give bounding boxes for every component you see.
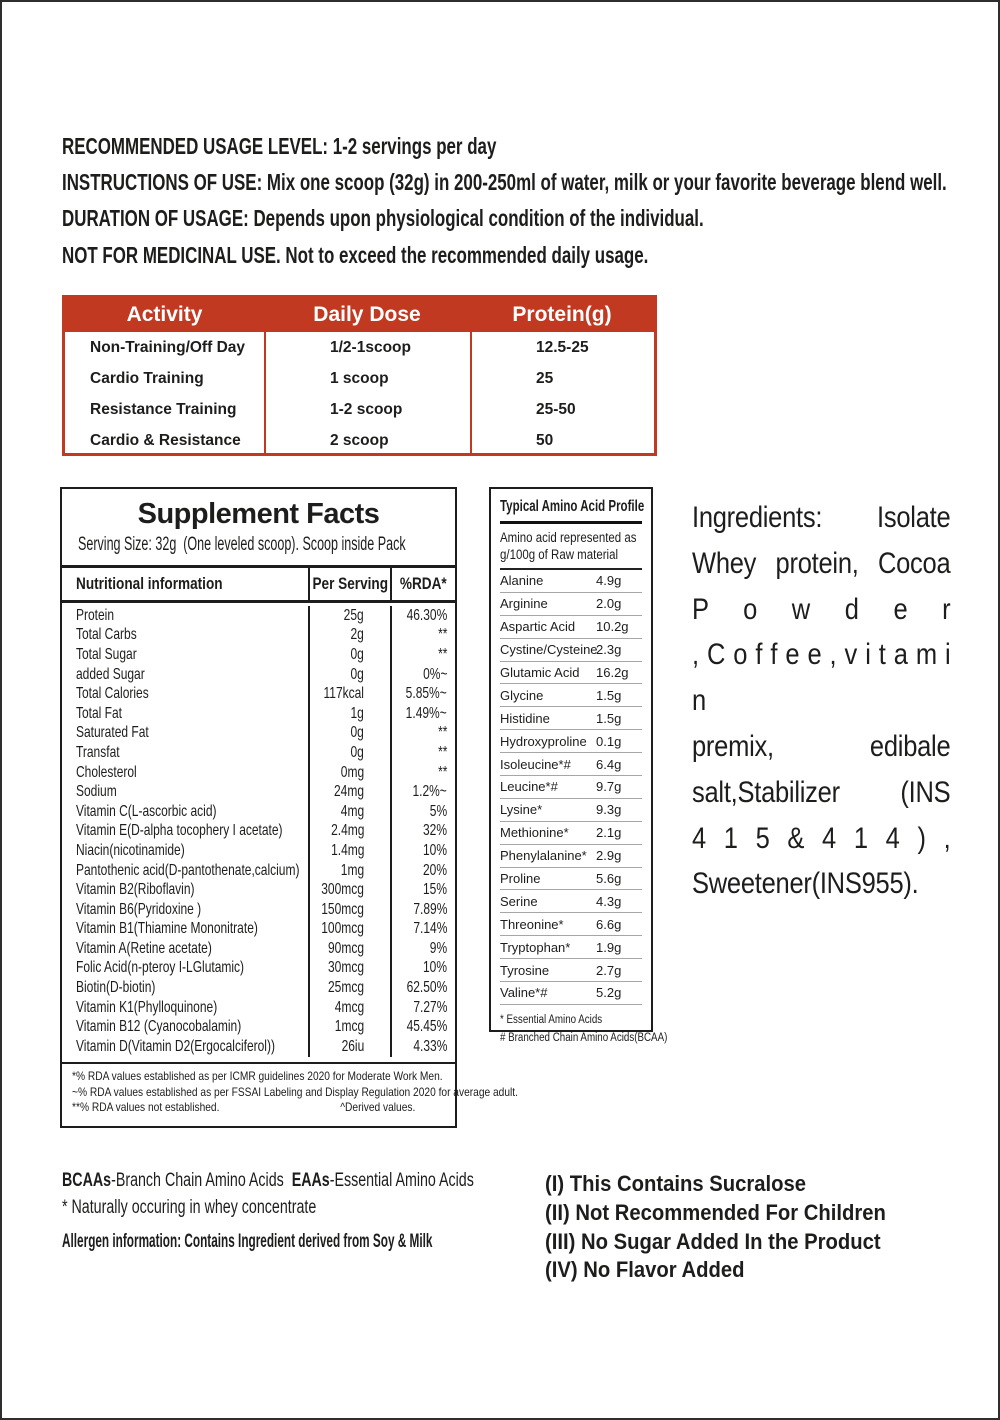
nutrition-row [62,861,455,881]
amino-value: 1.5g [596,710,622,726]
nutrition-rda [390,684,455,704]
nutrition-label-text: Protein [76,606,115,624]
usage-line: DURATION OF USAGE: Depends upon physiological condition of the individual. [62,205,704,232]
activity-table-body [65,332,654,456]
amino-row [500,616,642,639]
amino-row [500,868,642,891]
nutrition-label-text: Niacin(nicotinamide) [76,841,185,859]
nutrition-label [62,880,308,900]
nutrition-value [308,861,390,881]
nutrition-rda-text: 1.2%~ [412,783,447,801]
amino-value: 2.9g [596,848,622,864]
amino-name: Histidine [500,710,550,726]
amino-footnote-line [500,1011,642,1030]
nutrition-rda [390,998,455,1018]
daily-dose-header-cell: Daily Dose [313,303,421,326]
nutrition-value [308,822,390,842]
daily-dose-cell: 1-2 scoop [264,394,470,425]
rda-header: %RDA* [390,568,455,600]
rda-footnote-text: **% RDA values not established. [72,1100,220,1114]
nutrition-label-text: Total Carbs [76,626,137,644]
nutrition-rda-text: 15% [422,881,447,899]
nutrition-value [308,606,390,626]
nutrition-value [308,900,390,920]
protein-cell: 12.5-25 [470,332,654,363]
nutrition-row [62,1037,455,1057]
nutrition-rda-text: ** [437,645,447,663]
nutrition-value-text: 1mg [340,861,364,879]
nutrition-info-header: Nutritional information [76,574,223,593]
nutrition-value-text: 1g [350,704,364,722]
rda-footnote-line [72,1069,445,1085]
nutrition-value [308,645,390,665]
amino-value: 6.6g [596,916,622,932]
amino-row [500,890,642,913]
nutrition-rda-text: ** [437,763,447,781]
amino-name: Lysine* [500,802,543,818]
nutrition-label-text: Vitamin A(Retine acetate) [76,939,212,957]
amino-name: Isoleucine*# [500,756,571,772]
protein-cell: 50 [470,425,654,456]
product-claim: (II) Not Recommended For Children [545,1199,886,1225]
nutrition-value [308,920,390,940]
nutrition-rda [390,1037,455,1057]
nutrition-label [62,841,308,861]
nutrition-value [308,880,390,900]
nutrition-value [308,782,390,802]
amino-name: Hydroxyproline [500,733,587,749]
ingredients-line: premix, edibale [692,729,951,763]
supplement-facts-panel [60,487,518,1128]
nutrition-value-text: 25mcg [327,979,364,997]
derived-values-note: ^Derived values. [339,1099,415,1114]
nutrition-rda-text: 4.33% [412,1037,447,1055]
amino-acid-profile-panel [489,487,668,1045]
nutrition-row [62,959,455,979]
nutrition-label-text: added Sugar [76,665,145,683]
amino-value: 6.4g [596,756,622,772]
amino-profile-subtitle: Amino acid represented as g/100g of Raw material [500,530,637,562]
ingredients-line: 4 1 5 & 4 1 4 ) , [692,821,951,855]
nutrition-row [62,880,455,900]
nutrition-rda-text: ** [437,743,447,761]
amino-name: Proline [500,871,541,887]
serving-size-line [78,534,455,558]
nutrition-label-text: Biotin(D-biotin) [76,979,156,997]
nutrition-rda-text: 32% [422,822,447,840]
amino-table-body [500,570,642,1005]
nutrition-rda [390,900,455,920]
naturally-occuring-note: * Naturally occuring in whey concentrate [62,1197,317,1218]
nutrition-value-text: 26iu [341,1037,364,1055]
activity-row [65,332,654,363]
amino-name: Serine [500,893,538,909]
nutrition-value [308,1037,390,1057]
nutrition-label-text: Vitamin B12 (Cyanocobalamin) [76,1018,242,1036]
amino-row [500,776,642,799]
daily-dose-cell: 2 scoop [264,425,470,456]
nutrition-label [62,959,308,979]
product-claim: (IV) No Flavor Added [545,1257,745,1283]
nutrition-label-text: Total Sugar [76,645,137,663]
amino-row [500,730,642,753]
nutrition-row [62,900,455,920]
nutrition-label [62,782,308,802]
nutrition-label [62,998,308,1018]
amino-row [500,982,642,1005]
amino-row [500,662,642,685]
nutrition-rda-text: 0%~ [422,665,447,683]
nutrition-value-text: 2g [350,626,364,644]
nutrition-label-text: Pantothenic acid(D-pantothenate,calcium) [76,861,300,879]
nutrition-label [62,606,308,626]
amino-name: Valine*# [500,985,548,1001]
nutrition-row [62,665,455,685]
nutrition-label-text: Vitamin B2(Riboflavin) [76,881,195,899]
nutrition-value [308,626,390,646]
nutrition-row [62,939,455,959]
rda-footnote-text: ~% RDA values established as per FSSAI Labeling and Display Regulation 2020 for average adult. [72,1084,518,1099]
nutrition-label-text: Cholesterol [76,763,137,781]
amino-footnotes [500,1005,668,1048]
nutrition-value [308,665,390,685]
nutrition-value-text: 4mcg [334,998,364,1016]
nutrition-label-text: Vitamin B6(Pyridoxine ) [76,900,202,918]
nutrition-table-body [62,603,455,1057]
nutrition-value-text: 4mg [340,802,364,820]
usage-directions [62,128,984,273]
nutrition-row [62,841,455,861]
nutrition-row [62,645,455,665]
nutrition-label-text: Vitamin B1(Thiamine Mononitrate) [76,920,258,938]
supplement-facts-title: Supplement Facts [137,498,380,530]
nutrition-value-text: 24mg [333,783,364,801]
nutrition-label [62,920,308,940]
nutrition-value-text: 100mcg [321,920,364,938]
abbreviations-and-allergen-block [62,1170,602,1253]
abbreviation-term: EAAs [291,1170,330,1191]
nutrition-value [308,1017,390,1037]
nutrition-rda-text: 10% [422,959,447,977]
nutrition-label-text: Folic Acid(n-pteroy I-LGlutamic) [76,959,245,977]
protein-cell: 25 [470,363,654,394]
ingredients-line: , C o f f e e , v i t a m i n [692,638,951,718]
amino-value: 9.7g [596,779,622,795]
allergen-information: Allergen information: Contains Ingredient derived from Soy & Milk [62,1231,433,1252]
nutrition-rda-text: 5% [429,802,447,820]
nutrition-rda [390,978,455,998]
nutrition-label [62,743,308,763]
usage-line: INSTRUCTIONS OF USE: Mix one scoop (32g) in 200-250ml of water, milk or your favorite beverage blend well. [62,169,947,196]
nutrition-row [62,743,455,763]
amino-value: 16.2g [596,665,629,680]
nutrition-rda [390,861,455,881]
nutrition-label-text: Total Calories [76,685,149,703]
nutrition-rda [390,1017,455,1037]
nutrition-row [62,1017,455,1037]
amino-footnote-text: # Branched Chain Amino Acids(BCAA) [500,1032,668,1045]
nutrition-value [308,939,390,959]
nutrition-row [62,704,455,724]
amino-row [500,593,642,616]
nutrition-label [62,645,308,665]
product-claims-list [545,1170,977,1285]
nutrition-table-header [62,565,455,603]
nutrition-value [308,978,390,998]
amino-footnote-line [500,1029,668,1048]
nutrition-label [62,1017,308,1037]
amino-row [500,707,642,730]
nutrition-rda [390,920,455,940]
nutrition-label [62,822,308,842]
nutrition-value-text: 90mcg [327,939,364,957]
nutrition-rda [390,645,455,665]
activity-cell: Non-Training/Off Day [90,338,245,356]
activity-row [65,363,654,394]
daily-dose-cell: 1 scoop [264,363,470,394]
nutrition-rda [390,724,455,744]
nutrition-row [62,998,455,1018]
amino-value: 2.7g [596,962,622,978]
nutrition-value-text: 300mcg [321,881,364,899]
nutrition-label [62,665,308,685]
ingredients-line: Ingredients: Isolate [692,501,951,534]
nutrition-row [62,978,455,998]
amino-footnote-text: * Essential Amino Acids [500,1013,603,1026]
nutrition-label-text: Sodium [76,783,117,801]
ingredients-paragraph [692,495,950,907]
nutrition-rda [390,606,455,626]
nutrition-row [62,763,455,783]
amino-value: 5.6g [596,871,622,887]
amino-name: Threonine* [500,916,564,932]
nutrition-value [308,724,390,744]
nutrition-label-text: Vitamin K1(Phylloquinone) [76,998,218,1016]
nutrition-value-text: 1.4mg [330,841,364,859]
nutrition-rda-text: ** [437,626,447,644]
abbreviation-text: BCAAs-Branch Chain Amino Acids EAAs-Essential Amino Acids [62,1170,474,1191]
nutrition-row [62,822,455,842]
amino-name: Methionine* [500,825,569,841]
rda-footnote-text: *% RDA values established as per ICMR guidelines 2020 for Moderate Work Men. [72,1069,443,1083]
nutrition-value [308,743,390,763]
amino-name: Phenylalanine* [500,848,587,864]
amino-row [500,913,642,936]
nutrition-value [308,998,390,1018]
amino-value: 5.2g [596,985,622,1001]
product-claim: (I) This Contains Sucralose [545,1171,807,1196]
amino-name: Tyrosine [500,962,550,978]
nutrition-label [62,684,308,704]
nutrition-value-text: 25g [343,606,364,624]
nutrition-row [62,626,455,646]
nutrition-label-text: Vitamin D(Vitamin D2(Ergocalciferol)) [76,1037,275,1055]
nutrition-label-text: Transfat [76,743,120,761]
amino-row [500,845,642,868]
activity-table-header [65,298,654,332]
ingredients-text [692,495,950,907]
amino-value: 2.0g [596,596,622,612]
activity-cell: Cardio Training [90,369,204,387]
nutrition-rda-text: 20% [422,861,447,879]
nutrition-value-text: 0g [350,743,364,761]
amino-value: 1.5g [596,687,622,703]
nutrition-value-text: 0g [350,724,364,742]
abbreviation-term: BCAAs [62,1170,112,1191]
serving-size-text: Serving Size: 32g (One leveled scoop). Scoop inside Pack [78,534,406,555]
nutrition-rda-text: 7.89% [412,900,447,918]
amino-name: Glutamic Acid [500,665,580,680]
amino-name: Arginine [500,596,548,612]
nutrition-row [62,920,455,940]
amino-value: 4.3g [596,893,622,909]
amino-value: 0.1g [596,733,622,749]
per-serving-header: Per Serving [308,568,390,600]
amino-row [500,684,642,707]
nutrition-label [62,763,308,783]
activity-header-cell: Activity [126,303,203,326]
nutrition-rda-text: 62.50% [406,979,447,997]
nutrition-value [308,704,390,724]
amino-name: Tryptophan* [500,939,571,955]
nutrition-value-text: 1mcg [334,1018,364,1036]
nutrition-value [308,802,390,822]
nutrition-value [308,763,390,783]
protein-cell: 25-50 [470,394,654,425]
nutrition-label [62,1037,308,1057]
nutrition-label-text: Total Fat [76,704,123,722]
nutrition-rda [390,763,455,783]
amino-row [500,639,642,662]
nutrition-rda [390,822,455,842]
nutrition-rda [390,841,455,861]
amino-row [500,959,642,982]
rda-footnotes [62,1062,518,1126]
amino-row [500,753,642,776]
nutrition-value-text: 30mcg [327,959,364,977]
nutrition-rda [390,880,455,900]
amino-value: 2.1g [596,825,622,841]
nutrition-value-text: 0g [350,645,364,663]
nutrition-value [308,959,390,979]
nutrition-label-text: Saturated Fat [76,724,149,742]
nutrition-label [62,802,308,822]
amino-row [500,936,642,959]
amino-value: 9.3g [596,802,622,818]
amino-row [500,822,642,845]
daily-dose-cell: 1/2-1scoop [264,332,470,363]
nutrition-value-text: 0mg [340,763,364,781]
nutrition-label [62,724,308,744]
activity-cell: Resistance Training [90,400,237,418]
nutrition-rda [390,743,455,763]
nutrition-value-text: 2.4mg [330,822,364,840]
nutrition-rda-text: 10% [422,841,447,859]
nutrition-row [62,606,455,626]
nutrition-row [62,782,455,802]
usage-line: RECOMMENDED USAGE LEVEL: 1-2 servings per day [62,133,497,159]
protein-header-cell: Protein(g) [512,303,612,326]
nutrition-rda-text: 9% [429,939,447,957]
nutrition-rda [390,939,455,959]
amino-profile-title: Typical Amino Acid Profile [500,498,645,515]
amino-row [500,799,642,822]
ingredients-line: P o w d e r [692,592,951,626]
nutrition-label-text: Vitamin E(D-alpha tocophery I acetate) [76,822,283,840]
nutrition-row [62,724,455,744]
nutrition-value [308,841,390,861]
activity-cell: Cardio & Resistance [90,431,241,449]
ingredients-line: Sweetener(INS955). [692,867,919,901]
nutrition-label [62,704,308,724]
activity-dose-table [62,295,657,456]
nutrition-rda [390,704,455,724]
nutrition-rda-text: ** [437,724,447,742]
nutrition-value-text: 117kcal [323,685,364,703]
abbreviation-definitions [62,1170,602,1196]
nutrition-rda-text: 45.45% [406,1018,447,1036]
nutrition-value-text: 150mcg [321,900,364,918]
nutrition-rda [390,959,455,979]
nutrition-rda-text: 7.14% [412,920,447,938]
nutrition-rda [390,802,455,822]
amino-value: 2.3g [596,642,622,658]
nutrition-value-text: 0g [350,665,364,683]
amino-name: Alanine [500,573,544,589]
nutrition-rda [390,665,455,685]
nutrition-rda [390,626,455,646]
nutrition-rda-text: 1.49%~ [405,704,447,722]
product-claim: (III) No Sugar Added In the Product [545,1228,881,1254]
nutrition-rda-text: 46.30% [406,606,447,624]
nutrition-row [62,802,455,822]
nutrition-label [62,861,308,881]
nutrition-rda [390,782,455,802]
amino-name: Leucine*# [500,779,558,795]
nutrition-rda-text: 5.85%~ [405,685,447,703]
usage-line: NOT FOR MEDICINAL USE. Not to exceed the recommended daily usage. [62,241,649,268]
rda-footnote-line [72,1084,518,1101]
activity-row [65,394,654,425]
amino-name: Cystine/Cysteine [500,642,598,658]
amino-value: 4.9g [596,573,622,589]
nutrition-value [308,684,390,704]
nutrition-row [62,684,455,704]
nutrition-label [62,626,308,646]
nutrition-label [62,900,308,920]
amino-row [500,570,642,593]
nutrition-label [62,978,308,998]
amino-name: Glycine [500,687,544,703]
nutrition-label [62,939,308,959]
nutrition-rda-text: 7.27% [412,998,447,1016]
ingredients-line: salt,Stabilizer (INS [692,775,951,809]
amino-name: Aspartic Acid [500,619,576,635]
amino-value: 10.2g [596,619,629,635]
ingredients-line: Whey protein, Cocoa [692,546,951,580]
activity-row [65,425,654,456]
nutrition-label-text: Vitamin C(L-ascorbic acid) [76,802,217,820]
amino-value: 1.9g [596,939,622,955]
